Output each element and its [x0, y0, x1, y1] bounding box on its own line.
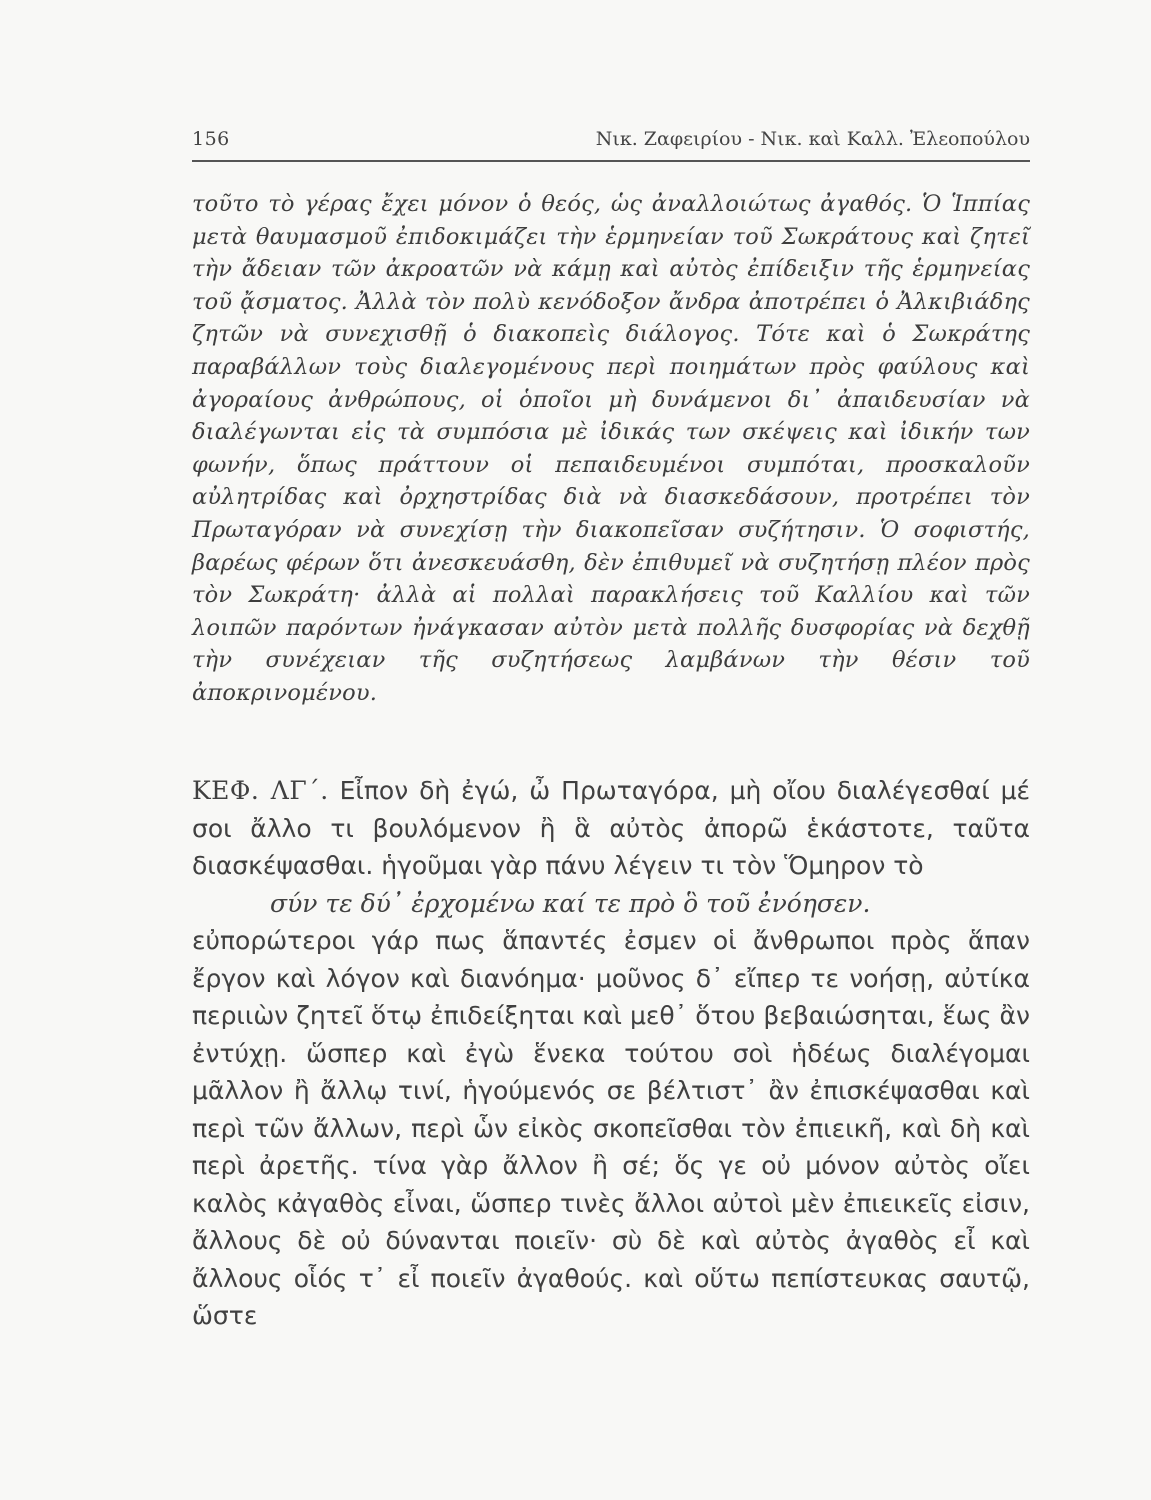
page-number: 156	[192, 128, 230, 150]
greek-text-section	[192, 772, 1030, 1335]
greek-opening-text: Εἶπον δὴ ἐγώ, ὦ Πρωταγόρα, μὴ οἴου διαλέγεσθαί μέ σοι ἄλλο τι βουλόμενον ἢ ἃ αὐτὸς ἀπορῶ ἑκάστοτε, ταῦτα διασκέψασθαι. ἡγοῦμαι γὰρ πάνυ λέγειν τι τὸν Ὅμηρον τὸ	[192, 776, 1030, 880]
commentary-paragraph: τοῦτο τὸ γέρας ἔχει μόνον ὁ θεός, ὡς ἀναλλοιώτως ἀγαθός. Ὁ Ἱππίας μετὰ θαυμασμοῦ ἐπιδοκιμάζει τὴν ἑρμηνείαν τοῦ Σωκράτους καὶ ζητεῖ τὴν ἄδειαν τῶν ἀκροατῶν νὰ κάμῃ καὶ αὐτὸς ἐπίδειξιν τῆς ἑρμηνείας τοῦ ᾄσματος. Ἀλλὰ τὸν πολὺ κενόδοξον ἄνδρα ἀποτρέπει ὁ Ἀλκιβιάδης ζητῶν νὰ συνεχισθῇ ὁ διακοπεὶς διάλογος. Τότε καὶ ὁ Σωκράτης παραβάλλων τοὺς διαλεγομένους περὶ ποιημάτων πρὸς φαύλους καὶ ἀγοραίους ἀνθρώπους, οἱ ὁποῖοι μὴ δυνάμενοι δι᾽ ἀπαιδευσίαν νὰ διαλέγωνται εἰς τὰ συμπόσια μὲ ἰδικάς των σκέψεις καὶ ἰδικήν των φωνήν, ὅπως πράττουν οἱ πεπαιδευμένοι συμπόται, προσκαλοῦν αὐλητρίδας καὶ ὀρχηστρίδας διὰ νὰ διασκεδάσουν, προτρέπει τὸν Πρωταγόραν νὰ συνεχίσῃ τὴν διακοπεῖσαν συζήτησιν. Ὁ σοφιστής, βαρέως φέρων ὅτι ἀνεσκευάσθη, δὲν ἐπιθυμεῖ νὰ συζητήσῃ πλέον πρὸς τὸν Σωκράτη· ἀλλὰ αἱ πολλαὶ παρακλήσεις τοῦ Καλλίου καὶ τῶν λοιπῶν παρόντων ἠνάγκασαν αὐτὸν μετὰ πολλῆς δυσφορίας νὰ δεχθῇ τὴν συνέχειαν τῆς συζητήσεως λαμβάνων τὴν θέσιν τοῦ ἀποκρινομένου.	[192, 191, 1030, 706]
verse-quotation: σύν τε δύ᾽ ἐρχομένω καί τε πρὸ ὃ τοῦ ἐνόησεν.	[270, 888, 871, 918]
chapter-label: ΚΕΦ. ΛΓ΄.	[192, 776, 329, 805]
greek-opening-paragraph	[192, 772, 1030, 885]
page-header	[192, 122, 1030, 158]
running-head: Νικ. Ζαφειρίου - Νικ. καὶ Καλλ. Ἐλεοπούλου	[595, 128, 1030, 150]
greek-continuation-paragraph: εὐπορώτεροι γάρ πως ἅπαντές ἐσμεν οἱ ἄνθρωποι πρὸς ἅπαν ἔργον καὶ λόγον καὶ διανόημα· μοῦνος δ᾽ εἴπερ τε νοήσῃ, αὐτίκα περιιὼν ζητεῖ ὅτῳ ἐπιδείξηται καὶ μεθ᾽ ὅτου βεβαιώσηται, ἕως ἂν ἐντύχῃ. ὥσπερ καὶ ἐγὼ ἕνεκα τούτου σοὶ ἡδέως διαλέγομαι μᾶλλον ἢ ἄλλῳ τινί, ἡγούμενός σε βέλτιστ᾽ ἂν ἐπισκέψασθαι καὶ περὶ τῶν ἄλλων, περὶ ὧν εἰκὸς σκοπεῖσθαι τὸν ἐπιεικῆ, καὶ δὴ καὶ περὶ ἀρετῆς. τίνα γὰρ ἄλλον ἢ σέ; ὅς γε οὐ μόνον αὐτὸς οἴει καλὸς κἀγαθὸς εἶναι, ὥσπερ τινὲς ἄλλοι αὐτοὶ μὲν ἐπιεικεῖς εἰσιν, ἄλλους δὲ οὐ δύνανται ποιεῖν· σὺ δὲ καὶ αὐτὸς ἀγαθὸς εἶ καὶ ἄλλους οἷός τ᾽ εἶ ποιεῖν ἀγαθούς. καὶ οὕτω πεπίστευκας σαυτῷ, ὥστε	[192, 926, 1030, 1330]
header-rule	[192, 160, 1030, 162]
